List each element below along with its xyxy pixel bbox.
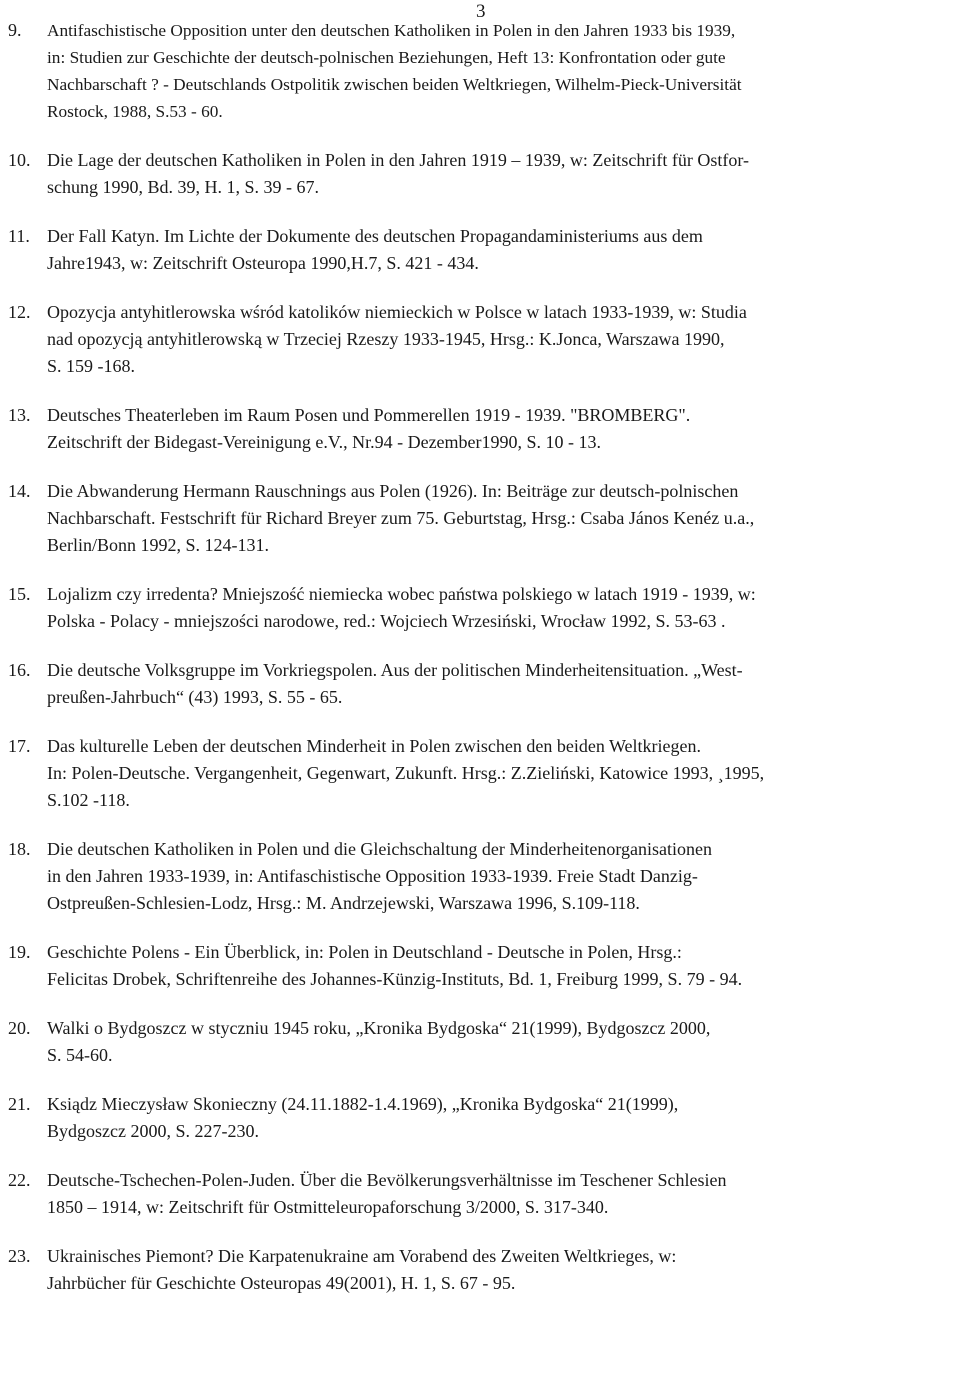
entry-line: Die Lage der deutschen Katholiken in Polen in den Jahren 1919 – 1939, w: Zeitschrift für Ostfor- [47, 150, 749, 170]
entry-text [47, 1167, 959, 1221]
entry-line: schung 1990, Bd. 39, H. 1, S. 39 - 67. [47, 177, 320, 197]
entry-number: 17. [8, 736, 31, 756]
entry-text [47, 17, 959, 125]
entry-number: 12. [8, 302, 31, 322]
bibliography-entry [0, 657, 960, 711]
entry-text [47, 1243, 959, 1297]
page-number: 3 [476, 1, 486, 22]
entry-number: 20. [8, 1018, 31, 1038]
entry-line: in: Studien zur Geschichte der deutsch-polnischen Beziehungen, Heft 13: Konfrontation oder gute [47, 48, 726, 67]
entry-line: in den Jahren 1933-1939, in: Antifaschistische Opposition 1933-1939. Freie Stadt Danzig- [47, 866, 698, 886]
entry-line: 1850 – 1914, w: Zeitschrift für Ostmitteleuropaforschung 3/2000, S. 317-340. [47, 1197, 609, 1217]
entry-text [47, 939, 959, 993]
bibliography-list [0, 17, 960, 1319]
entry-line: Rostock, 1988, S.53 - 60. [47, 102, 223, 121]
entry-number: 18. [8, 839, 31, 859]
bibliography-entry [0, 836, 960, 917]
entry-line: Lojalizm czy irredenta? Mniejszość niemiecka wobec państwa polskiego w latach 1919 - 1939, w: [47, 584, 756, 604]
entry-text [47, 836, 959, 917]
entry-line: S. 159 -168. [47, 356, 136, 376]
entry-line: Ostpreußen-Schlesien-Lodz, Hrsg.: M. Andrzejewski, Warszawa 1996, S.109-118. [47, 893, 640, 913]
entry-number: 16. [8, 660, 31, 680]
entry-line: Das kulturelle Leben der deutschen Minderheit in Polen zwischen den beiden Weltkriegen. [47, 736, 702, 756]
entry-line: Deutsche-Tschechen-Polen-Juden. Über die Bevölkerungsverhältnisse im Teschener Schlesien [47, 1170, 727, 1190]
bibliography-entry [0, 1015, 960, 1069]
entry-number: 14. [8, 481, 31, 501]
entry-number: 23. [8, 1246, 31, 1266]
entry-line: Polska - Polacy - mniejszości narodowe, red.: Wojciech Wrzesiński, Wrocław 1992, S. 53-63 . [47, 611, 726, 631]
bibliography-entry [0, 147, 960, 201]
entry-text [47, 657, 959, 711]
entry-line: Geschichte Polens - Ein Überblick, in: Polen in Deutschland - Deutsche in Polen, Hrsg.: [47, 942, 682, 962]
entry-number: 19. [8, 942, 31, 962]
bibliography-entry [0, 1167, 960, 1221]
bibliography-entry [0, 478, 960, 559]
entry-number: 9. [8, 20, 22, 40]
entry-line: Ksiądz Mieczysław Skonieczny (24.11.1882-1.4.1969), „Kronika Bydgoska“ 21(1999), [47, 1094, 679, 1114]
entry-text [47, 402, 959, 456]
entry-line: nad opozycją antyhitlerowską w Trzeciej Rzeszy 1933-1945, Hrsg.: K.Jonca, Warszawa 1990, [47, 329, 725, 349]
entry-line: Antifaschistische Opposition unter den deutschen Katholiken in Polen in den Jahren 1933 bis 1939, [47, 21, 736, 40]
entry-text [47, 1091, 959, 1145]
entry-text [47, 223, 959, 277]
entry-text [47, 1015, 959, 1069]
bibliography-entry [0, 939, 960, 993]
entry-line: Bydgoszcz 2000, S. 227-230. [47, 1121, 259, 1141]
entry-line: Nachbarschaft ? - Deutschlands Ostpolitik zwischen beiden Weltkriegen, Wilhelm-Pieck-Universität [47, 75, 742, 94]
entry-number: 10. [8, 150, 31, 170]
bibliography-entry [0, 223, 960, 277]
entry-line: Jahre1943, w: Zeitschrift Osteuropa 1990,H.7, S. 421 - 434. [47, 253, 479, 273]
entry-text [47, 478, 959, 559]
entry-text [47, 733, 959, 814]
entry-number: 21. [8, 1094, 31, 1114]
entry-text [47, 299, 959, 380]
entry-text [47, 147, 959, 201]
bibliography-entry [0, 402, 960, 456]
entry-number: 22. [8, 1170, 31, 1190]
bibliography-entry [0, 733, 960, 814]
entry-line: Deutsches Theaterleben im Raum Posen und Pommerellen 1919 - 1939. "BROMBERG". [47, 405, 691, 425]
entry-line: In: Polen-Deutsche. Vergangenheit, Gegenwart, Zukunft. Hrsg.: Z.Zieliński, Katowice 1993, ¸1995, [47, 763, 765, 783]
entry-line: Die deutsche Volksgruppe im Vorkriegspolen. Aus der politischen Minderheitensituation. „West- [47, 660, 743, 680]
entry-line: Nachbarschaft. Festschrift für Richard Breyer zum 75. Geburtstag, Hrsg.: Csaba János Kenéz u.a., [47, 508, 755, 528]
bibliography-entry [0, 1243, 960, 1297]
bibliography-entry [0, 581, 960, 635]
entry-line: preußen-Jahrbuch“ (43) 1993, S. 55 - 65. [47, 687, 343, 707]
entry-line: Berlin/Bonn 1992, S. 124-131. [47, 535, 270, 555]
entry-line: S.102 -118. [47, 790, 130, 810]
entry-line: Jahrbücher für Geschichte Osteuropas 49(2001), H. 1, S. 67 - 95. [47, 1273, 516, 1293]
entry-number: 13. [8, 405, 31, 425]
entry-number: 15. [8, 584, 31, 604]
entry-number: 11. [8, 226, 30, 246]
entry-line: S. 54-60. [47, 1045, 113, 1065]
entry-line: Felicitas Drobek, Schriftenreihe des Johannes-Künzig-Instituts, Bd. 1, Freiburg 1999, S. 79 - 94. [47, 969, 743, 989]
bibliography-entry [0, 299, 960, 380]
entry-line: Die Abwanderung Hermann Rauschnings aus Polen (1926). In: Beiträge zur deutsch-polnischen [47, 481, 739, 501]
entry-line: Die deutschen Katholiken in Polen und die Gleichschaltung der Minderheitenorganisationen [47, 839, 712, 859]
entry-text [47, 581, 959, 635]
bibliography-entry [0, 1091, 960, 1145]
bibliography-entry [0, 17, 960, 125]
entry-line: Opozycja antyhitlerowska wśród katolików niemieckich w Polsce w latach 1933-1939, w: Studia [47, 302, 747, 322]
entry-line: Zeitschrift der Bidegast-Vereinigung e.V., Nr.94 - Dezember1990, S. 10 - 13. [47, 432, 602, 452]
entry-line: Ukrainisches Piemont? Die Karpatenukraine am Vorabend des Zweiten Weltkrieges, w: [47, 1246, 677, 1266]
entry-line: Der Fall Katyn. Im Lichte der Dokumente des deutschen Propagandaministeriums aus dem [47, 226, 703, 246]
entry-line: Walki o Bydgoszcz w styczniu 1945 roku, „Kronika Bydgoska“ 21(1999), Bydgoszcz 2000, [47, 1018, 711, 1038]
